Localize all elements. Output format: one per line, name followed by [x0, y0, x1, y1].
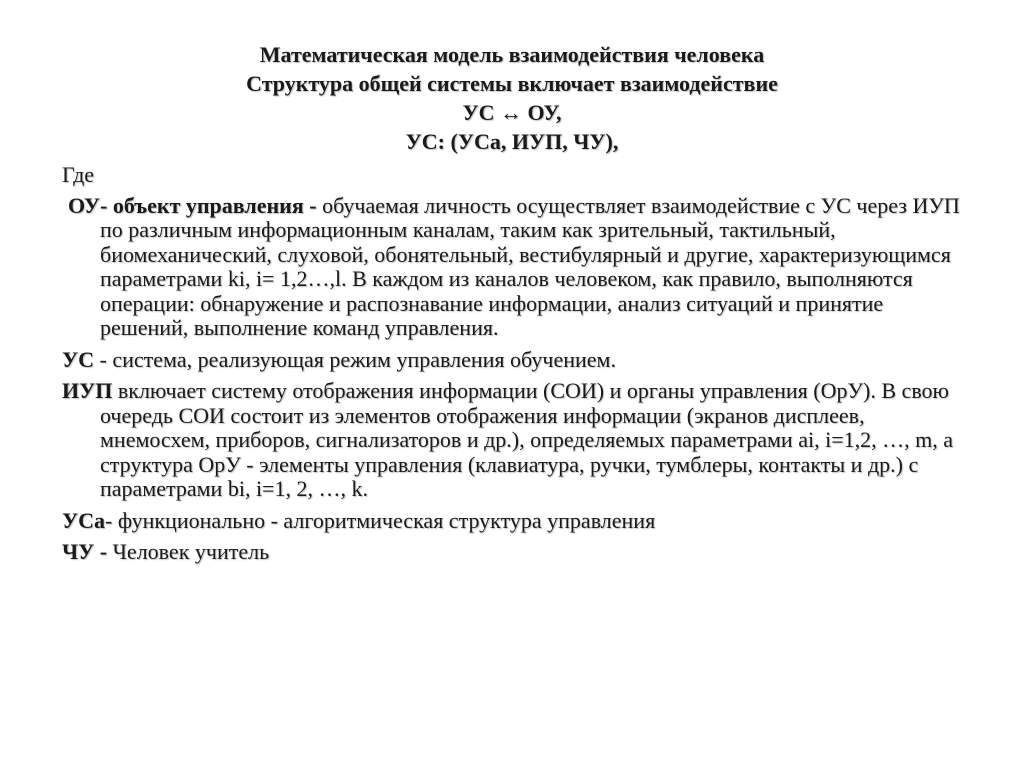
definition-term: ОУ- объект управления - — [68, 192, 317, 218]
definition-term: ЧУ - — [62, 539, 108, 564]
slide-body — [62, 163, 962, 572]
definition-text: включает систему отображения информации (СОИ) и органы управления (ОрУ). В свою очередь СОИ состоит из элементов отображения информации (экранов дисплеев, мнемосхем, приборов, сигнализаторов и др.), определяемых параметрами ai, i=1,2, …, m, а структура ОрУ - элементы управления (клавиатура, ручки, тумблеры, контакты и др.) с параметрами bi, i=1, 2, …, k. — [100, 378, 953, 501]
title-line-1: Математическая модель взаимодействия человека — [259, 42, 765, 67]
definition-term: УС — [62, 346, 95, 372]
title-line-2: Структура общей системы включает взаимодействие — [246, 71, 778, 96]
definition-term: ИУП — [62, 378, 113, 403]
title-line-3: УС ↔ ОУ, — [462, 100, 562, 125]
where-label: Где — [62, 162, 95, 187]
definition-term: УСа — [62, 507, 106, 533]
definition-text: - система, реализующая режим управления обучением. — [94, 346, 616, 372]
definition-text: обучаемая личность осуществляет взаимодействие с УС через ИУП по различным информационным каналам, таким как зрительный, тактильный, биомеханический, слуховой, обонятельный, вестибулярный и другие, характеризующимся параметрами ki, i= 1,2…,l. В каждом из каналов человеком, как правило, выполняются операции: обнаружение и распознавание информации, анализ ситуаций и принятие решений, выполнение команд управления. — [100, 192, 960, 340]
slide-title — [0, 40, 1024, 156]
definition-us — [62, 348, 962, 373]
definition-text: Человек учитель — [107, 539, 270, 564]
definition-usa — [62, 509, 962, 534]
definition-text: - функционально - алгоритмическая структура управления — [105, 507, 656, 533]
definition-iup — [62, 379, 962, 502]
title-line-4: УС: (УСа, ИУП, ЧУ), — [405, 129, 619, 154]
definition-ou — [62, 194, 962, 341]
definition-chu — [62, 540, 962, 565]
